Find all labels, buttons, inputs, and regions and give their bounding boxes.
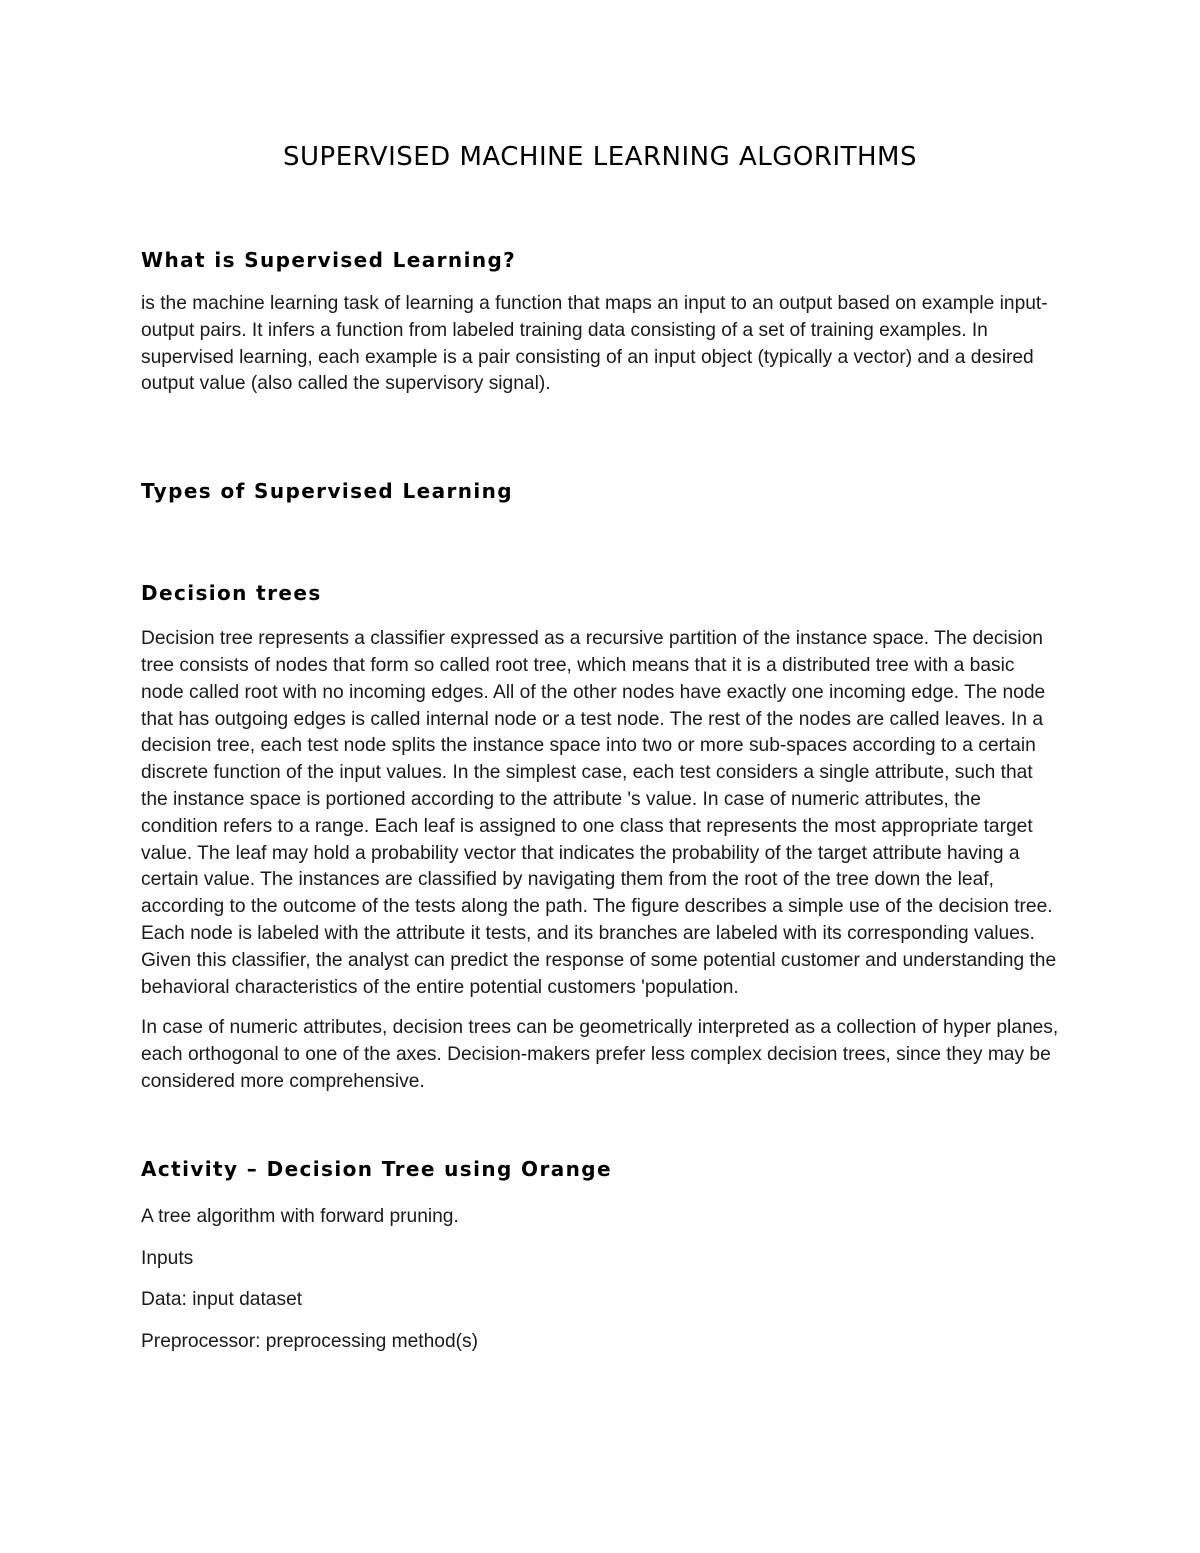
activity-line-preprocessor: Preprocessor: preprocessing method(s): [141, 1331, 478, 1353]
activity-line-data: Data: input dataset: [141, 1289, 303, 1311]
activity-line-tree-algorithm: A tree algorithm with forward pruning.: [141, 1205, 459, 1227]
document-title: SUPERVISED MACHINE LEARNING ALGORITHMS: [283, 142, 917, 172]
paragraph-definition: is the machine learning task of learning a function that maps an input to an output based on example input-output pairs. It infers a function from labeled training data consisting of a set of training examples. In supervised learning, each example is a pair consisting of an input object (typically a vector) and a desired output value (also called the supervisory signal).: [141, 293, 1048, 395]
paragraph-decision-tree-description: Decision tree represents a classifier expressed as a recursive partition of the instance space. The decision tree consists of nodes that form so called root tree, which means that it is a distributed tree with a basic node called root with no incoming edges. All of the other nodes have exactly one incoming edge. The node that has outgoing edges is called internal node or a test node. The rest of the nodes are called leaves. In a decision tree, each test node splits the instance space into two or more sub-spaces according to a certain discrete function of the input values. In the simplest case, each test considers a single attribute, such that the instance space is portioned according to the attribute 's value. In case of numeric attributes, the condition refers to a range. Each leaf is assigned to one class that represents the most appropriate target value. The leaf may hold a probability vector that indicates the probability of the target attribute having a certain value. The instances are classified by navigating them from the root of the tree down the leaf, according to the outcome of the tests along the path. The figure describes a simple use of the decision tree. Each node is labeled with the attribute it tests, and its branches are labeled with its corresponding values. Given this classifier, the analyst can predict the response of some potential customer and understanding the behavioral characteristics of the entire potential customers 'population.: [141, 628, 1057, 998]
document-body: [141, 140, 1059, 1356]
heading-decision-trees: Decision trees: [141, 581, 322, 606]
heading-activity-decision-tree-orange: Activity – Decision Tree using Orange: [141, 1156, 612, 1181]
paragraph-decision-tree-geometry: In case of numeric attributes, decision trees can be geometrically interpreted as a collection of hyper planes, each orthogonal to one of the axes. Decision-makers prefer less complex decision trees, since they may be considered more comprehensive.: [141, 1017, 1059, 1092]
heading-types-of-supervised-learning: Types of Supervised Learning: [141, 479, 514, 504]
activity-line-inputs: Inputs: [141, 1247, 194, 1269]
heading-what-is-supervised-learning: What is Supervised Learning?: [141, 248, 517, 272]
